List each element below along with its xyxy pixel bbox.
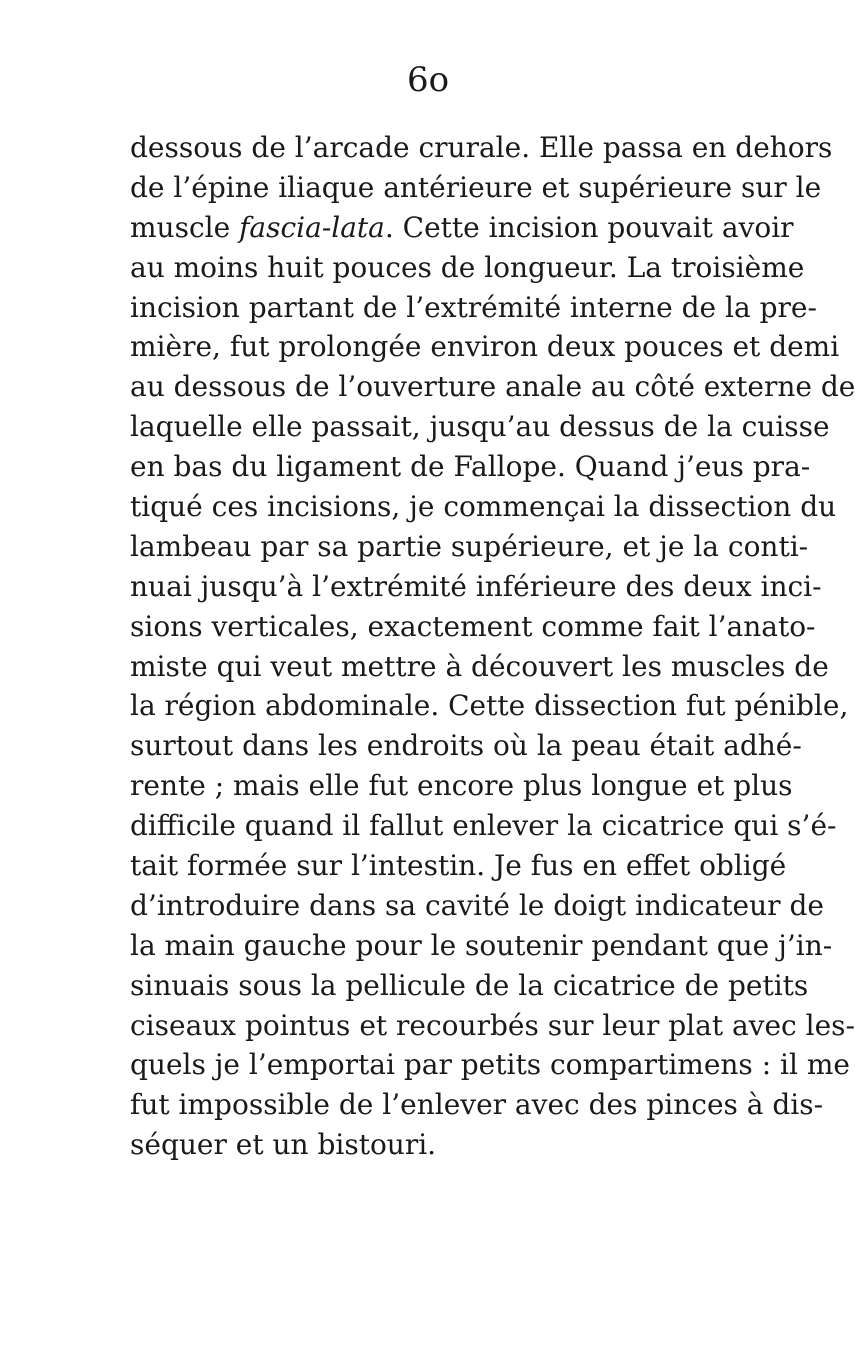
text-line: au dessous de l’ouverture anale au côté externe de [130, 370, 855, 404]
text-line: difficile quand il fallut enlever la cicatrice qui s’é- [130, 809, 837, 843]
text-line: mière, fut prolongée environ deux pouces et demi [130, 330, 840, 364]
text-line: dessous de l’arcade crurale. Elle passa en dehors [130, 131, 833, 164]
text-line: tiqué ces incisions, je commençai la dissection du [130, 490, 837, 524]
text-line-final: séquer et un bistouri. [130, 1128, 437, 1162]
text-line: ciseaux pointus et recourbés sur leur plat avec les- [130, 1008, 855, 1042]
text-line: miste qui veut mettre à découvert les muscles de [130, 649, 829, 683]
text-line: surtout dans les endroits où la peau était adhé- [130, 729, 802, 763]
text-segment: muscle [130, 210, 240, 244]
text-line: lambeau par sa partie supérieure, et je la conti- [130, 529, 809, 563]
text-line: nuai jusqu’à l’extrémité inférieure des deux inci- [130, 569, 822, 603]
page-number: 6o [406, 60, 450, 100]
text-line: sions verticales, exactement comme fait l’anato- [130, 609, 816, 643]
text-line: incision partant de l’extrémité interne de la pre- [130, 290, 817, 324]
text-line: quels je l’emportai par petits compartimens : il me [130, 1048, 850, 1082]
text-line: d’introduire dans sa cavité le doigt indicateur de [130, 888, 824, 922]
text-line: tait formée sur l’intestin. Je fus en effet obligé [130, 849, 787, 883]
text-line: en bas du ligament de Fallope. Quand j’eus pra- [130, 450, 811, 484]
text-line: de l’épine iliaque antérieure et supérieure sur le [130, 170, 822, 204]
text-line: au moins huit pouces de longueur. La troisième [130, 250, 805, 284]
text-segment: . Cette incision pouvait avoir [384, 210, 794, 244]
text-line: laquelle elle passait, jusqu’au dessus de la cuisse [130, 410, 830, 444]
text-line: fut impossible de l’enlever avec des pinces à dis- [130, 1088, 824, 1122]
text-line-with-italic [130, 208, 794, 248]
text-line: rente ; mais elle fut encore plus longue et plus [130, 769, 793, 803]
italic-term: fascia-lata [239, 210, 385, 244]
text-line: la main gauche pour le soutenir pendant que j’in- [130, 928, 833, 962]
text-line: sinuais sous la pellicule de la cicatrice de petits [130, 968, 809, 1002]
body-text [130, 128, 855, 1165]
text-line: la région abdominale. Cette dissection fut pénible, [130, 689, 849, 723]
